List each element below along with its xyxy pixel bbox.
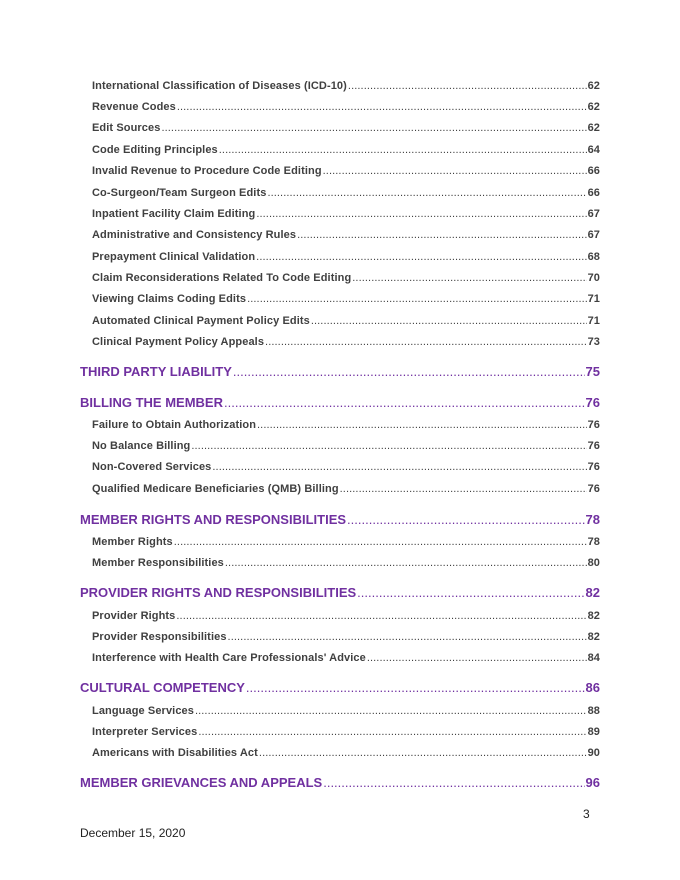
toc-entry-title: MEMBER GRIEVANCES AND APPEALS [80, 775, 323, 790]
toc-entry-page: 78 [587, 536, 600, 548]
toc-section-heading[interactable] [80, 585, 600, 600]
toc-entry-page: 67 [587, 208, 600, 220]
toc-entry[interactable] [92, 101, 600, 113]
toc-entry-title: Viewing Claims Coding Edits [92, 293, 247, 305]
toc-entry-page: 76 [587, 419, 600, 431]
dot-leader [297, 229, 586, 241]
toc-entry-title: Provider Responsibilities [92, 631, 227, 643]
toc-entry-page: 64 [587, 144, 600, 156]
dot-leader [257, 419, 587, 431]
toc-section-heading[interactable] [80, 512, 600, 527]
dot-leader [161, 122, 586, 134]
toc-entry[interactable] [92, 251, 600, 263]
toc-entry-page: 82 [587, 631, 600, 643]
footer-date: December 15, 2020 [80, 826, 186, 840]
toc-entry-page: 80 [587, 557, 600, 569]
toc-entry-title: International Classification of Diseases (ICD-10) [92, 80, 347, 92]
toc-entry-page: 62 [587, 101, 600, 113]
dot-leader [267, 187, 586, 199]
dot-leader [256, 208, 586, 220]
toc-entry-page: 89 [587, 726, 600, 738]
toc-entry-title: Americans with Disabilities Act [92, 747, 258, 759]
dot-leader [348, 80, 587, 92]
toc-entry-page: 66 [587, 187, 600, 199]
toc-entry-page: 82 [587, 610, 600, 622]
toc-section-heading[interactable] [80, 680, 600, 695]
dot-leader [247, 293, 586, 305]
dot-leader [176, 610, 586, 622]
toc-entry[interactable] [92, 315, 600, 327]
toc-entry-title: Claim Reconsiderations Related To Code Editing [92, 272, 352, 284]
toc-entry[interactable] [92, 122, 600, 134]
toc-entry-title: Interpreter Services [92, 726, 198, 738]
toc-entry-title: Automated Clinical Payment Policy Edits [92, 315, 310, 327]
dot-leader [228, 631, 587, 643]
dot-leader [233, 364, 585, 379]
toc-entry-title: Provider Rights [92, 610, 176, 622]
dot-leader [195, 705, 587, 717]
toc-entry-page: 78 [585, 512, 600, 527]
toc-entry-title: PROVIDER RIGHTS AND RESPONSIBILITIES [80, 585, 357, 600]
toc-entry-title: Revenue Codes [92, 101, 176, 113]
toc-entry[interactable] [92, 536, 600, 548]
toc-entry[interactable] [92, 80, 600, 92]
toc-entry-title: Interference with Health Care Professionals' Advice [92, 652, 366, 664]
toc-entry-page: 90 [587, 747, 600, 759]
dot-leader [323, 775, 584, 790]
dot-leader [265, 336, 587, 348]
toc-entry-page: 75 [585, 364, 600, 379]
toc-entry-page: 84 [587, 652, 600, 664]
dot-leader [198, 726, 586, 738]
toc-entry-title: Qualified Medicare Beneficiaries (QMB) Billing [92, 483, 339, 495]
toc-entry-page: 71 [587, 315, 600, 327]
toc-entry-title: Edit Sources [92, 122, 161, 134]
toc-entry-title: Clinical Payment Policy Appeals [92, 336, 265, 348]
toc-entry-page: 96 [585, 775, 600, 790]
dot-leader [191, 440, 586, 452]
toc-entry-title: Inpatient Facility Claim Editing [92, 208, 256, 220]
toc-entry-page: 73 [587, 336, 600, 348]
toc-entry-page: 66 [587, 165, 600, 177]
toc-entry-page: 76 [587, 483, 600, 495]
toc-entry[interactable] [92, 631, 600, 643]
dot-leader [357, 585, 584, 600]
toc-entry-title: Non-Covered Services [92, 461, 212, 473]
toc-entry[interactable] [92, 336, 600, 348]
dot-leader [219, 144, 587, 156]
toc-entry[interactable] [92, 187, 600, 199]
toc-entry-page: 70 [587, 272, 600, 284]
toc-entry-title: THIRD PARTY LIABILITY [80, 364, 232, 379]
toc-entry-title: Failure to Obtain Authorization [92, 419, 257, 431]
dot-leader [311, 315, 587, 327]
toc-section-heading[interactable] [80, 395, 600, 410]
dot-leader [259, 747, 587, 759]
toc-entry[interactable] [92, 483, 600, 495]
toc-entry[interactable] [92, 419, 600, 431]
dot-leader [352, 272, 586, 284]
toc-entry-page: 62 [587, 80, 600, 92]
toc-entry[interactable] [92, 705, 600, 717]
toc-entry-page: 76 [585, 395, 600, 410]
toc-entry-title: BILLING THE MEMBER [80, 395, 223, 410]
dot-leader [246, 680, 585, 695]
toc-entry[interactable] [92, 557, 600, 569]
toc-entry[interactable] [92, 272, 600, 284]
toc-entry[interactable] [92, 461, 600, 473]
toc-entry[interactable] [92, 229, 600, 241]
toc-entry-title: Administrative and Consistency Rules [92, 229, 297, 241]
toc-entry-title: Prepayment Clinical Validation [92, 251, 256, 263]
toc-entry[interactable] [92, 726, 600, 738]
dot-leader [340, 483, 587, 495]
toc-entry-title: Member Rights [92, 536, 173, 548]
toc-entry-title: Code Editing Principles [92, 144, 218, 156]
toc-entry-title: Member Responsibilities [92, 557, 224, 569]
toc-entry[interactable] [92, 144, 600, 156]
toc-entry-page: 68 [587, 251, 600, 263]
dot-leader [177, 101, 587, 113]
dot-leader [323, 165, 587, 177]
toc-entry-page: 76 [587, 461, 600, 473]
toc-entry-page: 76 [587, 440, 600, 452]
toc-entry-title: Co-Surgeon/Team Surgeon Edits [92, 187, 267, 199]
toc-section-heading[interactable] [80, 364, 600, 379]
dot-leader [224, 395, 585, 410]
toc-entry-page: 62 [587, 122, 600, 134]
dot-leader [212, 461, 586, 473]
toc-entry[interactable] [92, 440, 600, 452]
toc-entry[interactable] [92, 208, 600, 220]
dot-leader [174, 536, 587, 548]
toc-entry-page: 88 [587, 705, 600, 717]
toc-entry-page: 86 [585, 680, 600, 695]
toc-entry[interactable] [92, 747, 600, 759]
toc-entry[interactable] [92, 165, 600, 177]
toc-entry-title: Language Services [92, 705, 194, 717]
dot-leader [347, 512, 584, 527]
dot-leader [256, 251, 586, 263]
toc-entry[interactable] [92, 652, 600, 664]
toc-section-heading[interactable] [80, 775, 600, 790]
dot-leader [367, 652, 587, 664]
dot-leader [225, 557, 587, 569]
toc-entry[interactable] [92, 293, 600, 305]
toc-entry-title: CULTURAL COMPETENCY [80, 680, 245, 695]
toc-entry-title: No Balance Billing [92, 440, 191, 452]
toc-entry-page: 67 [587, 229, 600, 241]
toc-entry[interactable] [92, 610, 600, 622]
toc-entry-title: Invalid Revenue to Procedure Code Editing [92, 165, 322, 177]
page-number: 3 [583, 807, 590, 821]
toc-entry-title: MEMBER RIGHTS AND RESPONSIBILITIES [80, 512, 347, 527]
toc-entry-page: 82 [585, 585, 600, 600]
toc-entry-page: 71 [587, 293, 600, 305]
